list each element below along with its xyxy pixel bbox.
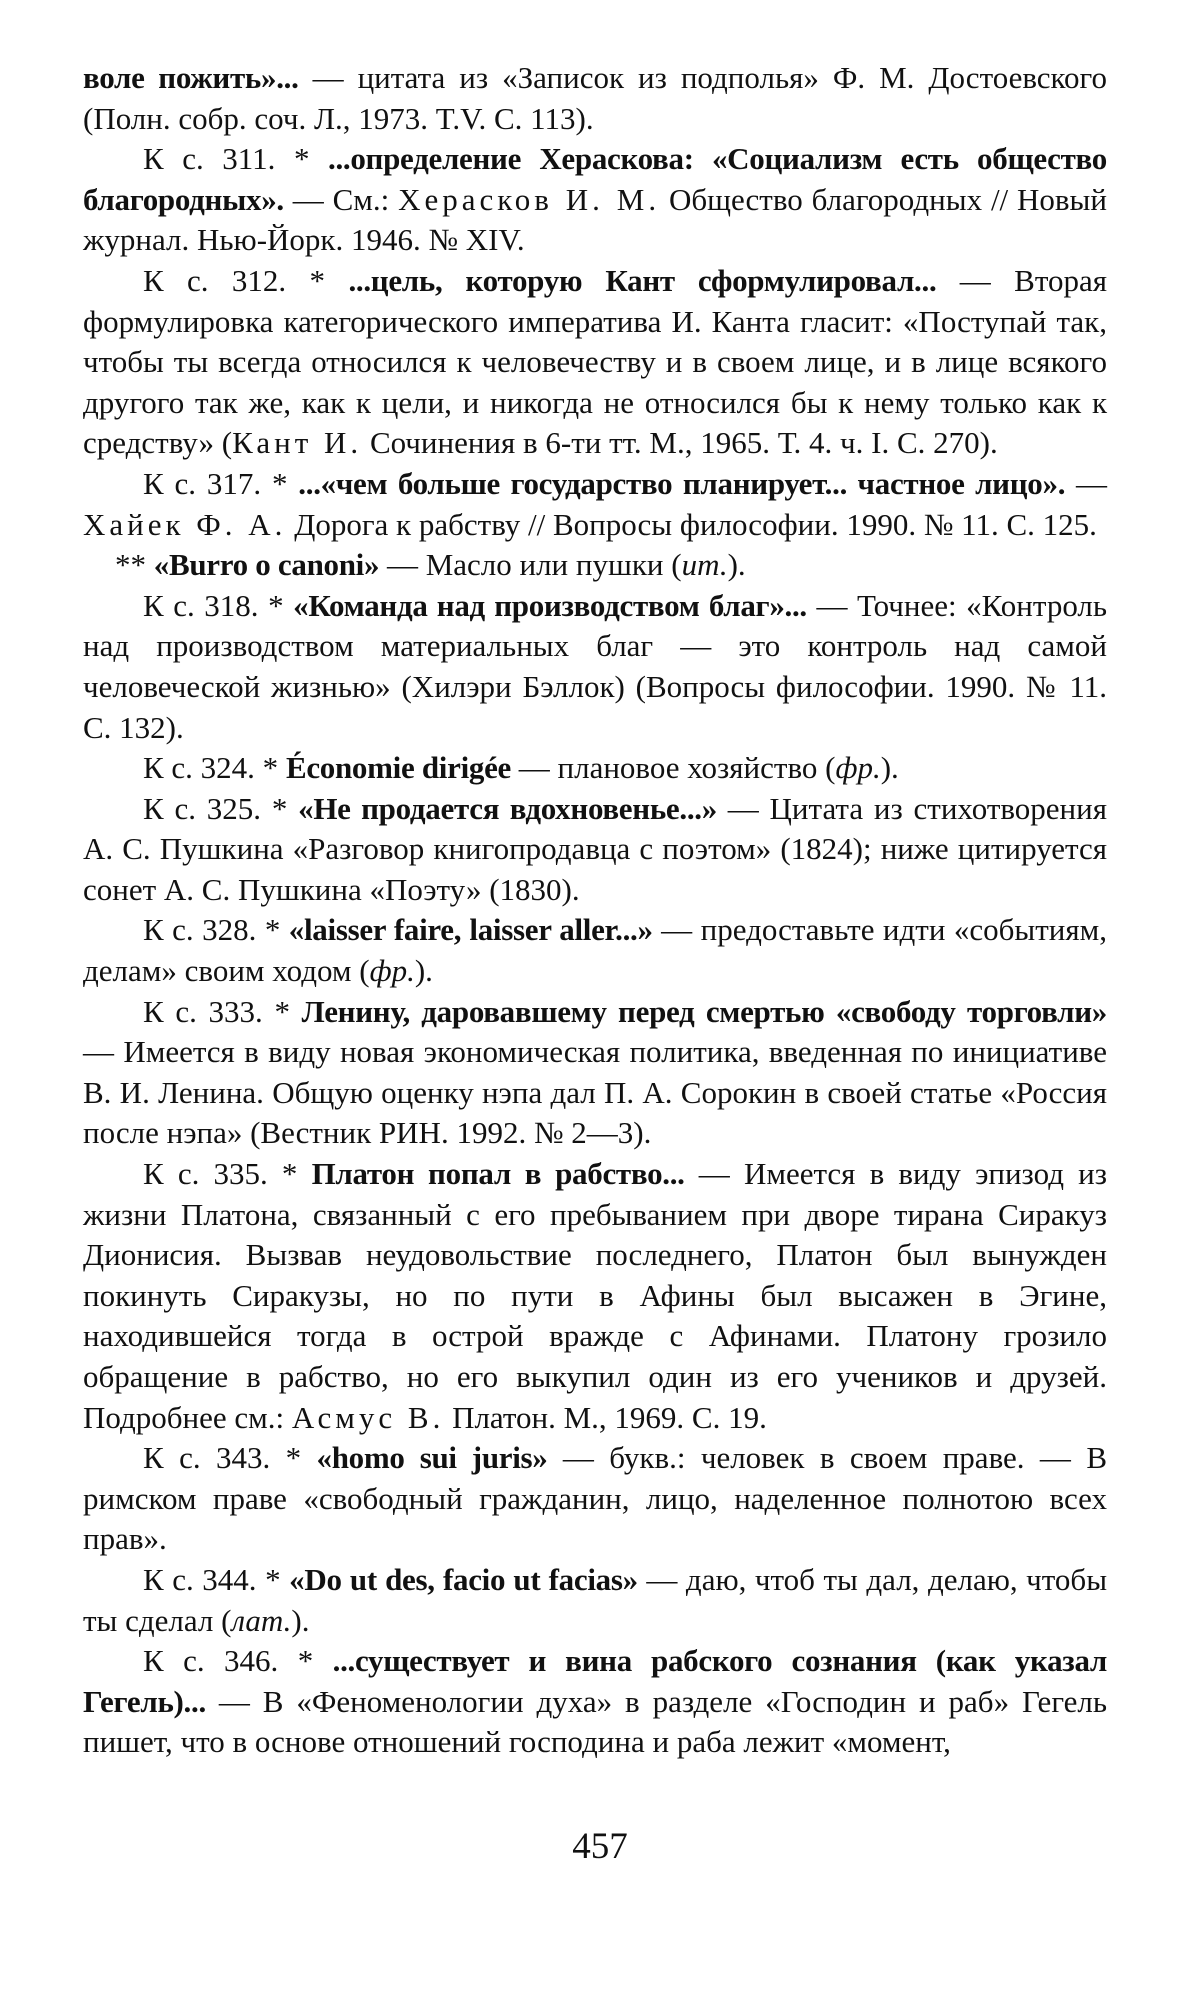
page-ref: К с. 318. * <box>143 587 294 623</box>
author-name: Херасков И. М. <box>398 181 661 217</box>
note-text: Сочинения в 6-ти тт. М., 1965. Т. 4. ч. I. С. 270). <box>362 425 998 461</box>
note-text: — Масло или пушки ( <box>379 547 682 583</box>
bold-quote: ...существует и вина рабского сознания (как указал Гегель)... <box>83 1643 1108 1719</box>
page-ref: К с. 325. * <box>143 790 299 826</box>
note-text: — Цитата из стихотворения А. С. Пушкина «Разговор книгопродавца с поэтом» (1824); ниже цитируется сонет А. С. Пушкина «Поэту» (1830). <box>83 790 1107 907</box>
endnote-paragraph <box>83 58 1107 139</box>
language-abbreviation: фр. <box>369 953 415 989</box>
bold-quote: ...цель, которую Кант сформулировал... <box>348 262 937 298</box>
language-abbreviation: ит. <box>681 547 728 583</box>
bold-quote: «Команда над производством благ»... <box>293 587 807 623</box>
note-text: Дорога к рабству // Вопросы философии. 1990. № 11. С. 125. <box>286 506 1097 542</box>
note-text: Общество благородных // Новый журнал. Нью-Йорк. 1946. № XIV. <box>83 181 1107 258</box>
bold-quote: «laisser faire, laisser aller...» <box>288 912 653 948</box>
page-ref: К с. 344. * <box>143 1561 290 1597</box>
note-text: — См.: <box>283 181 399 217</box>
note-text: — Имеется в виду новая экономическая политика, введенная по инициативе В. И. Ленина. Общую оценку нэпа дал П. А. Сорокин в своей статье «Россия после нэпа» (Вестник РИН. 1992. № 2—3). <box>83 1034 1107 1151</box>
endnote-paragraph <box>83 910 1107 991</box>
note-text: — плановое хозяйство ( <box>511 750 836 786</box>
bold-quote: ...определение Хераскова: «Социализм есть общество благородных». <box>83 141 1107 217</box>
endnote-paragraph <box>83 748 1107 789</box>
page-ref: К с. 335. * <box>143 1156 312 1192</box>
bold-quote: ...«чем больше государство планирует... частное лицо». <box>298 465 1066 501</box>
page-ref: К с. 311. * <box>143 141 328 177</box>
page-ref: К с. 333. * <box>143 993 302 1029</box>
bold-quote: «Не продается вдохновенье...» <box>298 790 717 826</box>
note-text: — <box>1065 465 1107 501</box>
note-text: Платон. М., 1969. С. 19. <box>444 1399 767 1435</box>
endnote-paragraph <box>83 1560 1107 1641</box>
endnote-paragraph <box>83 545 1107 586</box>
bold-quote: воле пожить»... <box>83 60 299 95</box>
note-text: — цитата из «Записок из подполья» Ф. М. Достоевского (Полн. собр. соч. Л., 1973. T.V. С. 113). <box>83 60 1107 136</box>
endnote-paragraph <box>83 789 1107 911</box>
page-ref: К с. 317. * <box>143 465 299 501</box>
bold-quote: Économie dirigée <box>285 750 512 786</box>
endnotes-text <box>83 58 1107 1763</box>
author-name: Кант И. <box>232 425 363 461</box>
page-ref: К с. 324. * <box>143 750 286 786</box>
bold-quote: «homo sui juris» <box>316 1440 548 1476</box>
note-text: — Имеется в виду эпизод из жизни Платона, связанный с его пребыванием при дворе тирана Сиракуз Дионисия. Вызвав неудовольствие последнего, Платон был вынужден покинуть Сиракузы, но по пути в Афины был высажен в Эгине, находившейся тогда в острой вражде с Афинами. Платону грозило обращение в рабство, но его выкупил один из его учеников и друзей. Подробнее см.: <box>83 1156 1108 1435</box>
note-text: ). <box>880 750 899 786</box>
note-text: — даю, чтоб ты дал, делаю, чтобы ты сделал ( <box>83 1561 1108 1638</box>
endnote-paragraph <box>83 1154 1107 1438</box>
bold-quote: «Burro o canoni» <box>153 547 380 583</box>
endnote-paragraph <box>83 464 1107 545</box>
endnote-paragraph <box>83 261 1107 464</box>
endnote-paragraph <box>83 1438 1107 1560</box>
bold-quote: «Do ut des, facio ut facias» <box>289 1561 638 1597</box>
bold-quote: Платон попал в рабство... <box>311 1156 685 1192</box>
page-number: 457 <box>572 1826 628 1867</box>
page-ref: К с. 346. * <box>143 1643 333 1679</box>
note-text: ). <box>414 953 433 989</box>
note-text: — В «Феноменологии духа» в разделе «Господин и раб» Гегель пишет, что в основе отношений господина и раба лежит «момент, <box>83 1683 1107 1760</box>
page-ref: К с. 312. * <box>143 262 349 298</box>
endnote-paragraph <box>83 139 1107 261</box>
note-text: — букв.: человек в своем праве. — В римском праве «свободный гражданин, лицо, наделенное полнотою всех прав». <box>83 1440 1108 1557</box>
language-abbreviation: лат. <box>231 1602 292 1638</box>
endnote-paragraph <box>83 1641 1107 1763</box>
endnote-paragraph <box>83 992 1107 1154</box>
bold-quote: Ленину, даровавшему перед смертью «свободу торговли» <box>301 993 1107 1029</box>
double-asterisk: ** <box>115 547 154 583</box>
note-text: — Точнее: «Контроль над производством материальных благ — это контроль над самой человеческой жизнью» (Хилэри Бэллок) (Вопросы философии. 1990. № 11. С. 132). <box>83 587 1108 745</box>
page-ref: К с. 343. * <box>143 1440 317 1476</box>
endnote-paragraph <box>83 586 1107 748</box>
author-name: Асмус В. <box>291 1399 445 1435</box>
note-text: ). <box>727 547 746 583</box>
note-text: — предоставьте идти «событиям, делам» своим ходом ( <box>83 912 1108 989</box>
note-text: ). <box>291 1602 310 1638</box>
note-text: — Вторая формулировка категорического императива И. Канта гласит: «Поступай так, чтобы ты всегда относился к человечеству и в своем лице, и в лице всякого другого так же, как к цели, и никогда не относился бы к нему только как к средству» ( <box>83 262 1107 461</box>
page-ref: К с. 328. * <box>143 912 289 948</box>
author-name: Хайек Ф. А. <box>83 506 287 542</box>
language-abbreviation: фр. <box>835 750 881 786</box>
